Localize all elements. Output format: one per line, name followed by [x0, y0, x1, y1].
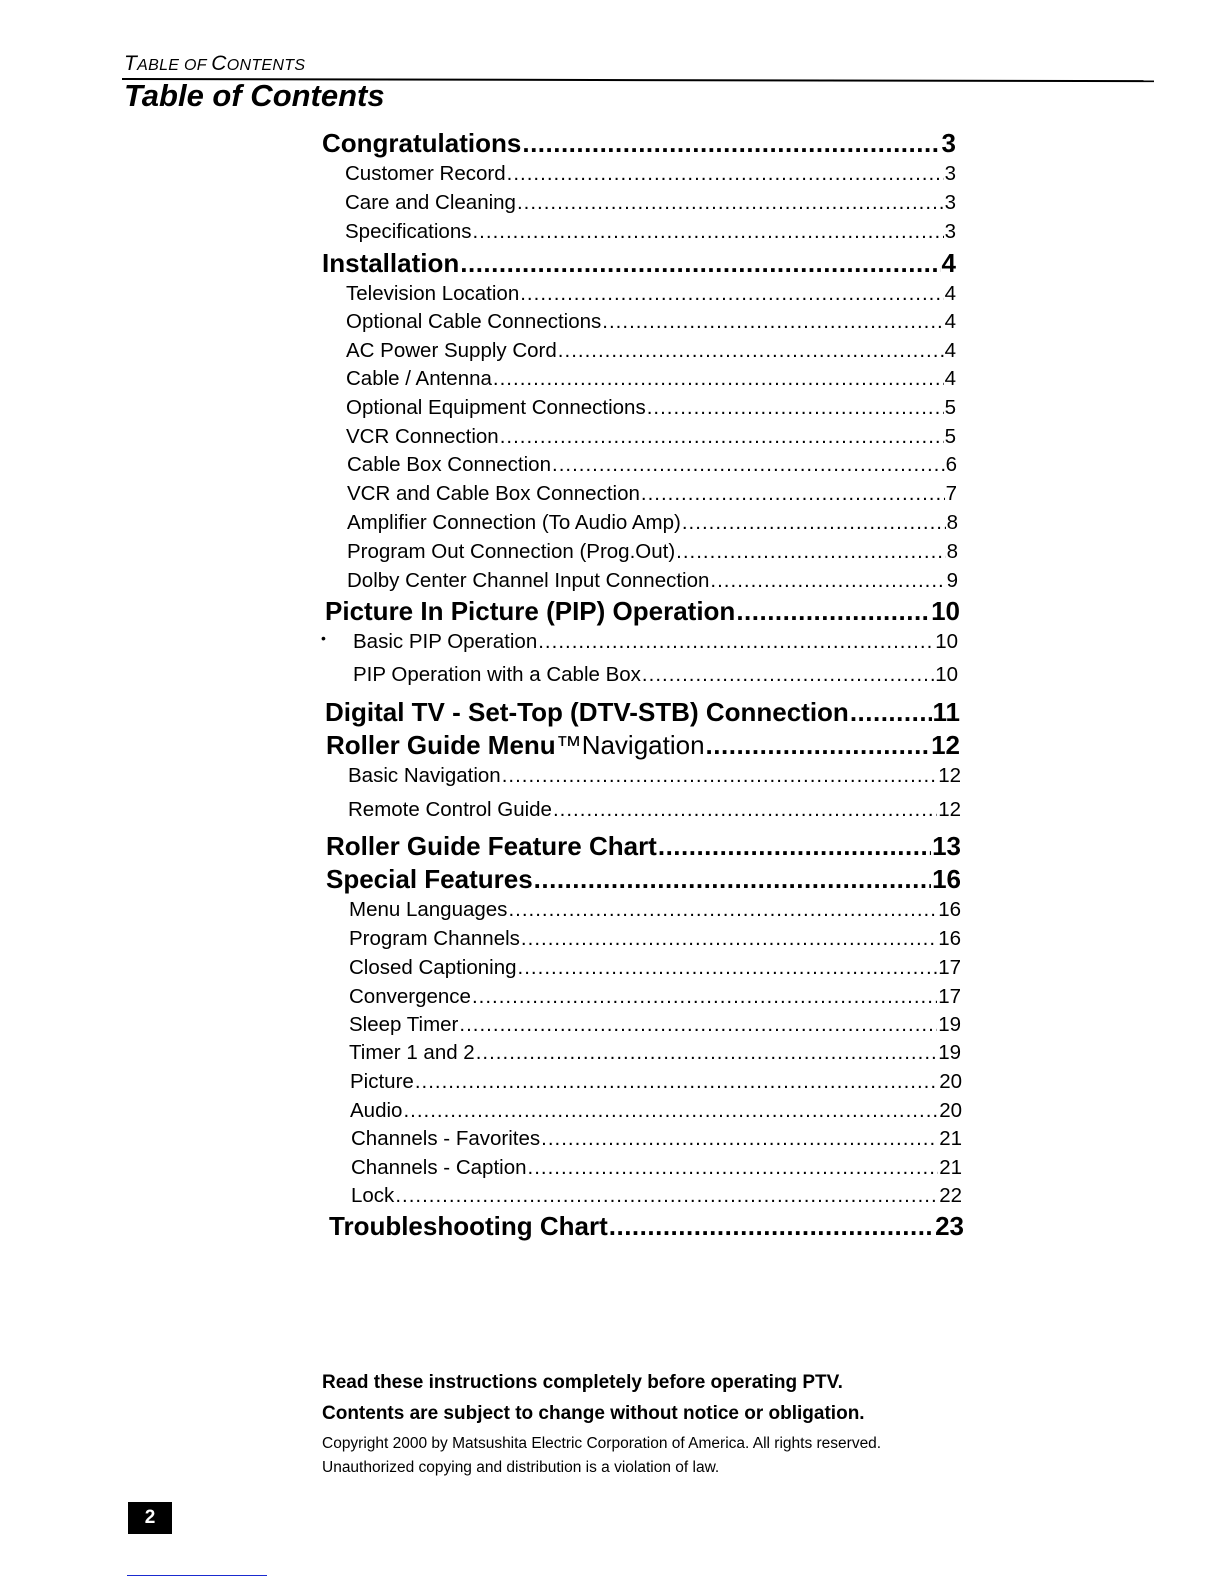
toc-entry-label: Television Location — [346, 282, 520, 305]
toc-entry-page-number: 19 — [938, 1041, 961, 1064]
toc-subsection-entry[interactable] — [347, 540, 958, 564]
dot-leader — [518, 956, 938, 980]
toc-entry-page-number: 4 — [944, 310, 956, 333]
toc-entry-page-number: 4 — [944, 367, 956, 390]
toc-entry-page-number: 7 — [945, 482, 957, 505]
dot-leader — [472, 985, 937, 1009]
toc-entry-page-number: 17 — [938, 956, 961, 979]
toc-entry-page-number: 4 — [944, 339, 956, 362]
dot-leader — [658, 831, 931, 862]
dot-leader — [472, 220, 943, 244]
toc-subsection-entry[interactable] — [347, 511, 958, 535]
toc-entry-label: Cable / Antenna — [346, 367, 492, 390]
toc-entry-label: Program Out Connection (Prog.Out) — [347, 540, 676, 563]
running-head-ontents: ONTENTS — [226, 57, 306, 74]
toc-entry-label: Audio — [350, 1099, 403, 1122]
toc-entry-page-number: 21 — [939, 1156, 962, 1179]
toc-entry-page-number: 10 — [935, 630, 958, 653]
toc-subsection-entry[interactable] — [346, 310, 956, 334]
toc-entry-page-number: 19 — [938, 1013, 961, 1036]
dot-leader — [460, 248, 940, 279]
toc-entry-label: Troubleshooting Chart — [329, 1211, 608, 1241]
dot-leader — [682, 511, 946, 535]
toc-entry-page-number: 13 — [932, 831, 961, 861]
toc-entry-page-number: 12 — [931, 730, 960, 760]
page-number-badge: 2 — [128, 1502, 172, 1534]
toc-section-entry[interactable] — [326, 864, 961, 895]
toc-entry-label: Timer 1 and 2 — [349, 1041, 475, 1064]
toc-entry-page-number: 11 — [932, 697, 960, 727]
bullet-mark: • — [321, 630, 326, 646]
toc-entry-page-number: 8 — [946, 540, 958, 563]
toc-entry-label: PIP Operation with a Cable Box — [353, 663, 641, 686]
dot-leader — [676, 540, 945, 564]
dot-leader — [850, 697, 932, 728]
toc-subsection-entry[interactable] — [349, 1041, 961, 1065]
toc-entry-page-number: 6 — [945, 453, 957, 476]
toc-subsection-entry[interactable] — [345, 220, 956, 244]
toc-subsection-entry[interactable] — [350, 1099, 962, 1123]
toc-entry-label-suffix: ™Navigation — [555, 730, 705, 760]
dot-leader — [403, 1099, 938, 1123]
toc-subsection-entry[interactable] — [350, 1070, 962, 1094]
toc-entry-label: Congratulations — [322, 128, 522, 158]
toc-entry-page-number: 3 — [944, 220, 956, 243]
toc-subsection-entry[interactable] — [349, 1013, 961, 1037]
toc-subsection-entry[interactable] — [351, 1127, 962, 1151]
dot-leader — [538, 630, 934, 654]
copyright-line: Copyright 2000 by Matsushita Electric Corporation of America. All rights reserved. — [322, 1435, 882, 1452]
dot-leader — [459, 1013, 937, 1037]
toc-entry-label: Basic Navigation — [348, 764, 501, 787]
toc-subsection-entry[interactable] — [349, 985, 961, 1009]
dot-leader — [736, 596, 930, 627]
toc-entry-label: Sleep Timer — [349, 1013, 459, 1036]
toc-entry-label: Installation — [322, 248, 460, 278]
toc-section-entry[interactable] — [325, 697, 960, 728]
toc-entry-label: Amplifier Connection (To Audio Amp) — [347, 511, 681, 534]
toc-entry-label: Optional Equipment Connections — [346, 396, 646, 419]
toc-entry-page-number: 22 — [939, 1184, 962, 1207]
toc-section-entry[interactable] — [322, 128, 956, 159]
dot-leader — [534, 864, 931, 895]
toc-entry-page-number: 12 — [938, 798, 961, 821]
toc-subsection-entry[interactable] — [347, 569, 958, 593]
toc-entry-page-number: 17 — [938, 985, 961, 1008]
dot-leader — [415, 1070, 938, 1094]
toc-section-entry[interactable] — [329, 1211, 964, 1242]
toc-entry-page-number: 20 — [939, 1070, 962, 1093]
toc-entry-label: Customer Record — [345, 162, 506, 185]
running-head-c: C — [211, 52, 227, 75]
dot-leader — [521, 927, 937, 951]
running-head-able: ABLE OF — [137, 57, 212, 74]
toc-entry-page-number: 3 — [944, 191, 956, 214]
running-head — [124, 52, 305, 76]
toc-entry-label: Channels - Favorites — [351, 1127, 541, 1150]
toc-entry-page-number: 4 — [944, 282, 956, 305]
dot-leader — [541, 1127, 938, 1151]
toc-subsection-entry[interactable] — [346, 339, 956, 363]
toc-entry-page-number: 23 — [935, 1211, 964, 1241]
toc-entry-label: Specifications — [345, 220, 472, 243]
toc-entry-label: AC Power Supply Cord — [346, 339, 557, 362]
toc-subsection-entry[interactable] — [349, 898, 961, 922]
toc-entry-label: Program Channels — [349, 927, 520, 950]
toc-subsection-entry[interactable] — [347, 453, 957, 477]
toc-section-entry[interactable] — [322, 248, 956, 279]
dot-leader — [558, 339, 944, 363]
footer-blue-rule — [127, 1575, 267, 1576]
toc-section-entry[interactable] — [326, 831, 961, 862]
toc-entry-page-number: 16 — [938, 898, 961, 921]
toc-entry-label: VCR and Cable Box Connection — [347, 482, 640, 505]
dot-leader — [710, 569, 945, 593]
dot-leader — [553, 798, 937, 822]
toc-subsection-entry[interactable] — [347, 482, 957, 506]
toc-subsection-entry[interactable] — [351, 1184, 962, 1208]
toc-subsection-entry[interactable] — [353, 630, 958, 654]
toc-entry-page-number: 9 — [946, 569, 958, 592]
toc-subsection-entry[interactable] — [348, 798, 961, 822]
toc-subsection-entry[interactable] — [346, 396, 956, 420]
dot-leader — [493, 367, 944, 391]
toc-entry-page-number: 5 — [944, 425, 956, 448]
dot-leader — [517, 191, 944, 215]
toc-entry-page-number: 4 — [941, 248, 956, 278]
toc-subsection-entry[interactable] — [349, 956, 961, 980]
toc-entry-page-number: 12 — [938, 764, 961, 787]
toc-entry-label: Remote Control Guide — [348, 798, 552, 821]
toc-entry-label: Picture — [350, 1070, 414, 1093]
toc-subsection-entry[interactable] — [348, 764, 961, 788]
toc-entry-page-number: 16 — [938, 927, 961, 950]
toc-subsection-entry[interactable] — [349, 927, 961, 951]
toc-entry-page-number: 3 — [944, 162, 956, 185]
copyright-warning: Unauthorized copying and distribution is a violation of law. — [322, 1459, 720, 1476]
toc-entry-page-number: 21 — [939, 1127, 962, 1150]
toc-entry-label: Convergence — [349, 985, 471, 1008]
dot-leader — [520, 282, 943, 306]
toc-entry-page-number: 8 — [946, 511, 958, 534]
dot-leader — [500, 425, 944, 449]
dot-leader — [476, 1041, 937, 1065]
dot-leader — [395, 1184, 938, 1208]
dot-leader — [508, 898, 937, 922]
toc-entry-label: Optional Cable Connections — [346, 310, 602, 333]
toc-subsection-entry[interactable] — [345, 162, 956, 186]
toc-subsection-entry[interactable] — [346, 367, 956, 391]
toc-entry-page-number: 20 — [939, 1099, 962, 1122]
page-title: Table of Contents — [124, 78, 385, 113]
toc-entry-label: Cable Box Connection — [347, 453, 551, 476]
toc-entry-page-number: 5 — [944, 396, 956, 419]
toc-entry-page-number: 3 — [941, 128, 956, 158]
toc-entry-label: Closed Captioning — [349, 956, 517, 979]
toc-subsection-entry[interactable] — [346, 282, 956, 306]
toc-entry-label: Menu Languages — [349, 898, 508, 921]
dot-leader — [552, 453, 945, 477]
dot-leader — [602, 310, 943, 334]
dot-leader — [609, 1211, 934, 1242]
running-head-t: T — [124, 52, 138, 75]
toc-entry-page-number: 16 — [932, 864, 961, 894]
toc-entry-page-number: 10 — [935, 663, 958, 686]
notice-read-instructions: Read these instructions completely before operating PTV. — [322, 1372, 843, 1393]
toc-entry-label: VCR Connection — [346, 425, 499, 448]
toc-subsection-entry[interactable] — [346, 425, 956, 449]
toc-subsection-entry[interactable] — [353, 663, 958, 687]
toc-section-entry[interactable] — [326, 730, 960, 761]
dot-leader — [522, 128, 940, 159]
toc-entry-label: Lock — [351, 1184, 395, 1207]
toc-entry-label: Channels - Caption — [351, 1156, 527, 1179]
toc-entry-label: Picture In Picture (PIP) Operation — [325, 596, 736, 626]
dot-leader — [528, 1156, 939, 1180]
dot-leader — [502, 764, 937, 788]
dot-leader — [647, 396, 944, 420]
toc-subsection-entry[interactable] — [345, 191, 956, 215]
dot-leader — [641, 482, 945, 506]
toc-entry-label: Roller Guide Feature Chart — [326, 831, 657, 861]
toc-entry-label: Dolby Center Channel Input Connection — [347, 569, 710, 592]
toc-section-entry[interactable] — [325, 596, 960, 627]
toc-entry-page-number: 10 — [931, 596, 960, 626]
dot-leader — [507, 162, 944, 186]
toc-entry-label: Special Features — [326, 864, 533, 894]
dot-leader — [706, 730, 931, 761]
toc-entry-label: Roller Guide Menu — [326, 730, 556, 760]
notice-subject-to-change: Contents are subject to change without notice or obligation. — [322, 1403, 865, 1424]
toc-subsection-entry[interactable] — [351, 1156, 962, 1180]
toc-entry-label: Care and Cleaning — [345, 191, 516, 214]
toc-entry-label: Digital TV - Set-Top (DTV-STB) Connection — [325, 697, 849, 727]
dot-leader — [642, 663, 934, 687]
toc-entry-label: Basic PIP Operation — [353, 630, 538, 653]
